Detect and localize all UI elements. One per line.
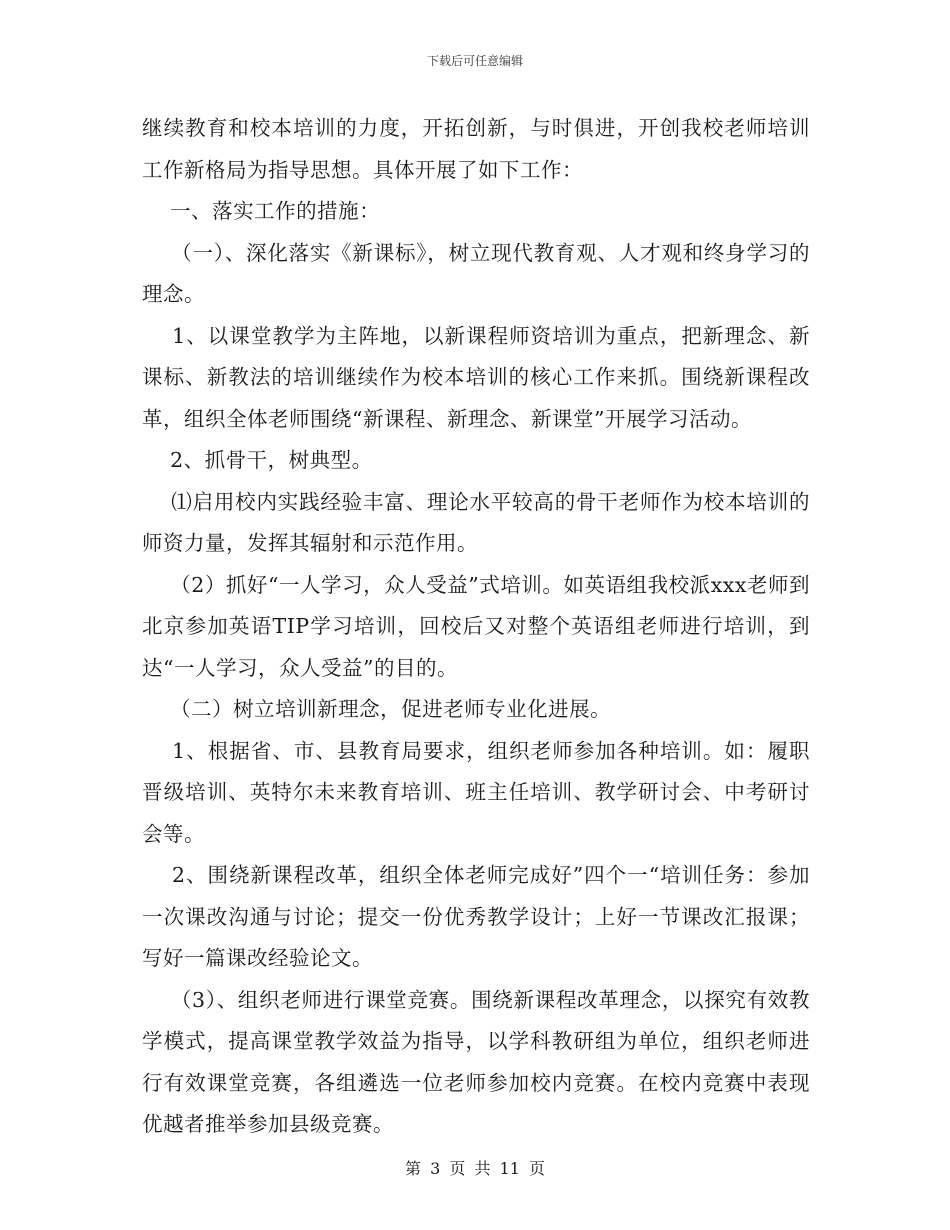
- document-body: [142, 108, 810, 1146]
- page-number-footer: 第 3 页 共 11 页: [405, 1159, 545, 1178]
- paragraph: （2）抓好“一人学习，众人受益”式培训。如英语组我校派xxx老师到北京参加英语TIP学习培训，回校后又对整个英语组老师进行培训，到达“一人学习，众人受益”的目的。: [142, 572, 810, 680]
- subsection-heading: （一）、深化落实《新课标》，树立现代教育观、人才观和终身学习的理念。: [142, 240, 810, 306]
- paragraph: ⑴启用校内实践经验丰富、理论水平较高的骨干老师作为校本培训的师资力量，发挥其辐射和示范作用。: [142, 489, 810, 555]
- paragraph: 2、围绕新课程改革，组织全体老师完成好”四个一“培训任务：参加一次课改沟通与讨论；提交一份优秀教学设计；上好一节课改汇报课；写好一篇课改经验论文。: [142, 863, 810, 970]
- paragraph: 1、根据省、市、县教育局要求，组织老师参加各种培训。如：履职晋级培训、英特尔未来教育培训、班主任培训、教学研讨会、中考研讨会等。: [142, 738, 810, 846]
- paragraph: 1、以课堂教学为主阵地，以新课程师资培训为重点，把新理念、新课标、新教法的培训继续作为校本培训的核心工作来抓。围绕新课程改革，组织全体老师围绕“新课程、新理念、新课堂”开展学习活动。: [142, 323, 810, 431]
- section-heading: 一、落实工作的措施：: [142, 199, 381, 223]
- subsection-heading: （二）树立培训新理念，促进老师专业化进展。: [142, 697, 612, 721]
- paragraph: 继续教育和校本培训的力度，开拓创新，与时俱进，开创我校老师培训工作新格局为指导思想。具体开展了如下工作：: [142, 116, 810, 182]
- page-header: 下载后可任意编辑: [426, 54, 523, 68]
- paragraph: （3）、组织老师进行课堂竞赛。围绕新课程改革理念，以探究有效教学模式，提高课堂教学效益为指导，以学科教研组为单位，组织老师进行有效课堂竞赛，各组遴选一位老师参加校内竞赛。在校内竞赛中表现优越者推举参加县级竞赛。: [142, 987, 810, 1136]
- paragraph: 2、抓骨干，树典型。: [142, 448, 373, 472]
